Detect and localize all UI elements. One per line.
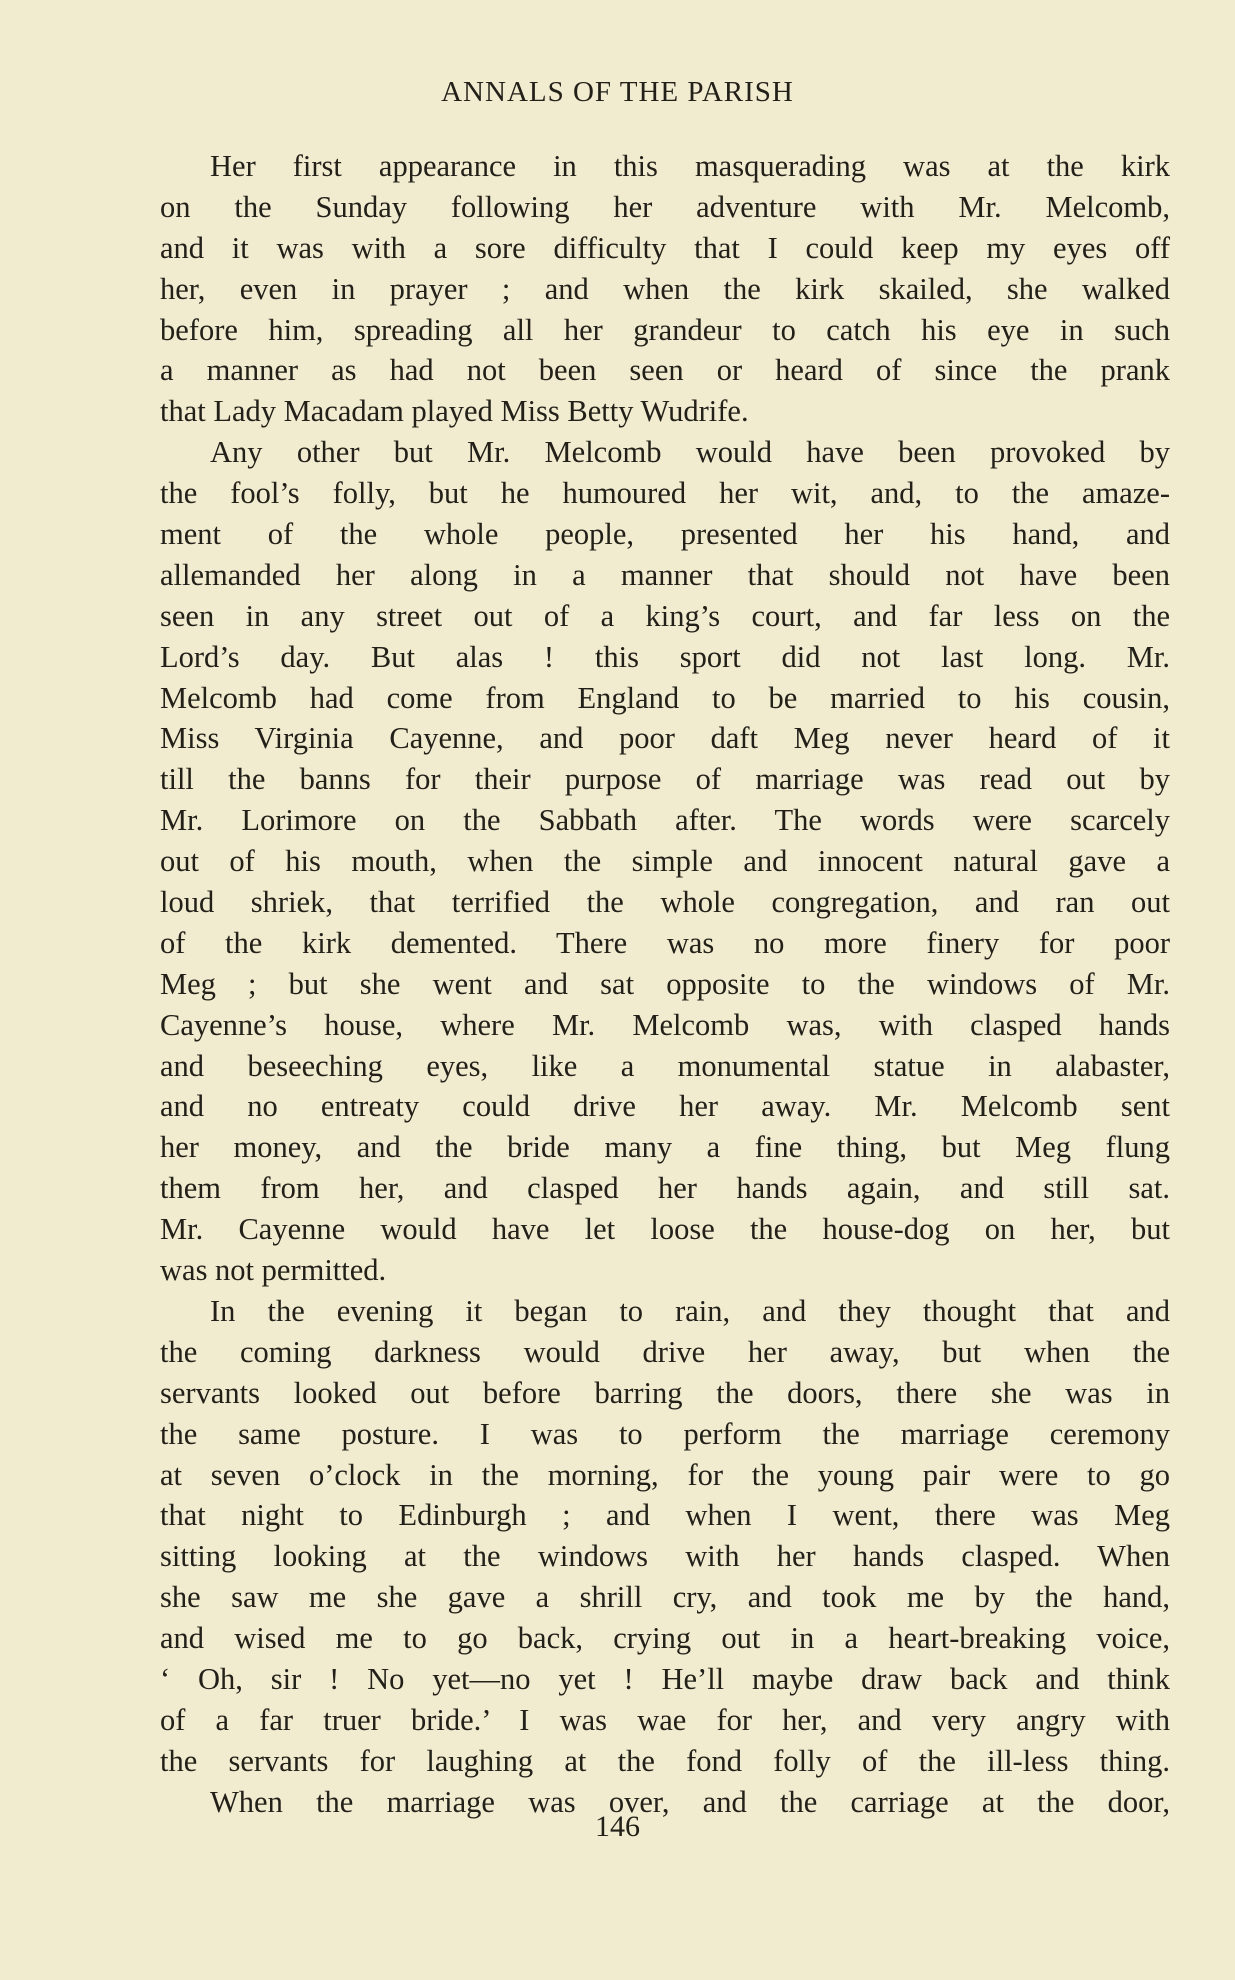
page-number: 146 [595,1810,640,1843]
text-line: Mr. Lorimore on the Sabbath after. The words were scarcely [160,803,1170,838]
text-line: at seven o’clock in the morning, for the young pair were to go [160,1457,1170,1492]
text-line: of the kirk demented. There was no more finery for poor [160,925,1170,960]
text-line: the fool’s folly, but he humoured her wit, and, to the amaze- [160,476,1170,511]
text-line: till the banns for their purpose of marriage was read out by [160,762,1170,797]
text-line: and it was with a sore difficulty that I could keep my eyes off [160,230,1170,265]
text-line: Cayenne’s house, where Mr. Melcomb was, with clasped hands [160,1007,1170,1042]
text-line: them from her, and clasped her hands again, and still sat. [160,1171,1170,1206]
text-line: was not permitted. [160,1253,387,1288]
text-line: When the marriage was over, and the carriage at the door, [210,1784,1170,1819]
text-line: Miss Virginia Cayenne, and poor daft Meg never heard of it [160,721,1170,756]
text-line: before him, spreading all her grandeur to catch his eye in such [160,312,1170,347]
text-line: a manner as had not been seen or heard of since the prank [160,353,1170,388]
text-line: and wised me to go back, crying out in a heart-breaking voice, [160,1621,1170,1656]
text-line: and beseeching eyes, like a monumental statue in alabaster, [160,1048,1170,1083]
text-line: Lord’s day. But alas ! this sport did not last long. Mr. [160,639,1170,674]
text-line: Meg ; but she went and sat opposite to the windows of Mr. [160,966,1170,1001]
text-line: ‘ Oh, sir ! No yet—no yet ! He’ll maybe draw back and think [160,1661,1170,1696]
text-line: Mr. Cayenne would have let loose the house-dog on her, but [160,1212,1170,1247]
text-line: Any other but Mr. Melcomb would have been provoked by [210,435,1170,470]
text-line: the coming darkness would drive her away, but when the [160,1334,1170,1369]
text-line: of a far truer bride.’ I was wae for her, and very angry with [160,1702,1170,1737]
text-line: that Lady Macadam played Miss Betty Wudrife. [160,394,749,429]
running-head: ANNALS OF THE PARISH [441,76,794,108]
text-line: her, even in prayer ; and when the kirk skailed, she walked [160,271,1170,306]
body-text [160,146,1170,1823]
text-line: the servants for laughing at the fond folly of the ill-less thing. [160,1743,1170,1778]
text-line: In the evening it began to rain, and they thought that and [210,1293,1170,1328]
text-line: that night to Edinburgh ; and when I went, there was Meg [160,1498,1170,1533]
text-line: her money, and the bride many a fine thing, but Meg flung [160,1130,1170,1165]
text-line: sitting looking at the windows with her hands clasped. When [160,1539,1170,1574]
text-line: servants looked out before barring the doors, there she was in [160,1375,1170,1410]
text-line: out of his mouth, when the simple and innocent natural gave a [160,844,1170,879]
text-line: loud shriek, that terrified the whole congregation, and ran out [160,885,1170,920]
text-line: on the Sunday following her adventure with Mr. Melcomb, [160,189,1170,224]
text-line: allemanded her along in a manner that should not have been [160,557,1170,592]
text-line: and no entreaty could drive her away. Mr. Melcomb sent [160,1089,1170,1124]
text-line: seen in any street out of a king’s court, and far less on the [160,598,1170,633]
text-line: ment of the whole people, presented her his hand, and [160,517,1170,552]
text-line: Her first appearance in this masquerading was at the kirk [210,149,1170,183]
text-line: the same posture. I was to perform the marriage ceremony [160,1416,1170,1451]
text-line: Melcomb had come from England to be married to his cousin, [160,680,1170,715]
text-line: she saw me she gave a shrill cry, and took me by the hand, [160,1580,1170,1615]
